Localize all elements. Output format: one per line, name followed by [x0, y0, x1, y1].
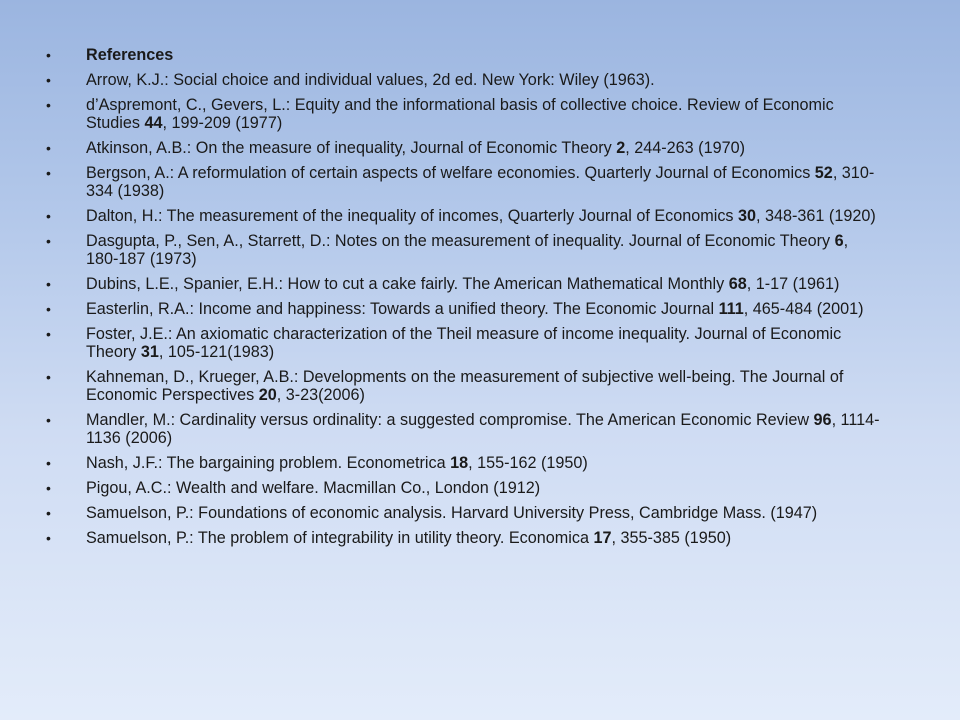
reference-item	[46, 325, 884, 361]
reference-text: Samuelson, P.: Foundations of economic analysis. Harvard University Press, Cambridge Mass. (1947)	[86, 504, 818, 522]
reference-pages: , 244-263 (1970)	[625, 139, 745, 157]
reference-text: Atkinson, A.B.: On the measure of inequality, Journal of Economic Theory	[86, 139, 617, 157]
reference-text: Dasgupta, P., Sen, A., Starrett, D.: Notes on the measurement of inequality. Journal of Economic Theory	[86, 232, 835, 250]
reference-item	[46, 479, 884, 497]
bullet-icon: •	[46, 326, 51, 342]
reference-volume: 96	[813, 411, 832, 429]
reference-item	[46, 164, 884, 200]
reference-text: d’Aspremont, C., Gevers, L.: Equity and the informational basis of collective choice. Review of Economic Studies	[86, 96, 834, 132]
bullet-icon: •	[46, 455, 51, 471]
reference-text: Foster, J.E.: An axiomatic characterization of the Theil measure of income inequality. Journal of Economic Theory	[86, 325, 842, 361]
reference-pages: , 310-334 (1938)	[86, 164, 875, 200]
bullet-icon: •	[46, 301, 51, 317]
reference-text: Arrow, K.J.: Social choice and individual values, 2d ed. New York: Wiley (1963).	[86, 71, 655, 89]
reference-volume: 111	[718, 300, 744, 318]
reference-item	[46, 454, 884, 472]
reference-pages: , 199-209 (1977)	[162, 114, 283, 132]
references-heading: References	[86, 46, 174, 64]
reference-text: Samuelson, P.: The problem of integrability in utility theory. Economica	[86, 529, 594, 547]
bullet-icon: •	[46, 208, 51, 224]
reference-volume: 6	[834, 232, 844, 250]
bullet-icon: •	[46, 165, 51, 181]
reference-text: Nash, J.F.: The bargaining problem. Econometrica	[86, 454, 451, 472]
reference-pages: , 465-484 (2001)	[743, 300, 864, 318]
bullet-icon: •	[46, 72, 51, 88]
reference-pages: , 105-121(1983)	[158, 343, 275, 361]
bullet-icon: •	[46, 530, 51, 546]
reference-text: Dubins, L.E., Spanier, E.H.: How to cut a cake fairly. The American Mathematical Monthly	[86, 275, 729, 293]
bullet-icon: •	[46, 97, 51, 113]
reference-volume: 30	[738, 207, 757, 225]
reference-item	[46, 139, 884, 157]
reference-item	[46, 96, 884, 132]
reference-pages: , 155-162 (1950)	[468, 454, 588, 472]
reference-pages: , 3-23(2006)	[276, 386, 365, 404]
reference-text: Pigou, A.C.: Wealth and welfare. Macmillan Co., London (1912)	[86, 479, 541, 497]
reference-volume: 17	[593, 529, 612, 547]
reference-volume: 44	[144, 114, 163, 132]
reference-item	[46, 411, 884, 447]
reference-pages: , 180-187 (1973)	[86, 232, 849, 268]
bullet-icon: •	[46, 140, 51, 156]
reference-text: Easterlin, R.A.: Income and happiness: Towards a unified theory. The Economic Journal	[86, 300, 719, 318]
reference-item	[46, 504, 884, 522]
reference-volume: 52	[814, 164, 833, 182]
bullet-icon: •	[46, 412, 51, 428]
reference-item	[46, 275, 884, 293]
reference-item	[46, 368, 884, 404]
bullet-icon: •	[46, 505, 51, 521]
reference-pages: , 355-385 (1950)	[611, 529, 732, 547]
reference-item	[46, 529, 884, 547]
reference-item	[46, 71, 884, 89]
reference-item	[46, 207, 884, 225]
bullet-icon: •	[46, 47, 51, 63]
reference-volume: 18	[450, 454, 469, 472]
reference-text: Dalton, H.: The measurement of the inequality of incomes, Quarterly Journal of Economics	[86, 207, 739, 225]
references-heading-item	[46, 46, 884, 64]
bullet-icon: •	[46, 276, 51, 292]
bullet-icon: •	[46, 233, 51, 249]
reference-volume: 2	[616, 139, 626, 157]
reference-volume: 31	[140, 343, 159, 361]
reference-text: Mandler, M.: Cardinality versus ordinality: a suggested compromise. The American Economic Review	[86, 411, 814, 429]
reference-volume: 68	[728, 275, 747, 293]
bullet-icon: •	[46, 480, 51, 496]
reference-pages: , 1-17 (1961)	[746, 275, 840, 293]
reference-volume: 20	[258, 386, 277, 404]
reference-list	[46, 46, 884, 554]
bullet-icon: •	[46, 369, 51, 385]
reference-pages: , 1114-1136 (2006)	[86, 411, 880, 447]
reference-item	[46, 232, 884, 268]
reference-item	[46, 300, 884, 318]
reference-text: Kahneman, D., Krueger, A.B.: Developments on the measurement of subjective well-being. The Journal of Economic Perspectives	[86, 368, 844, 404]
reference-text: Bergson, A.: A reformulation of certain aspects of welfare economies. Quarterly Journal of Economics	[86, 164, 815, 182]
reference-pages: , 348-361 (1920)	[756, 207, 876, 225]
